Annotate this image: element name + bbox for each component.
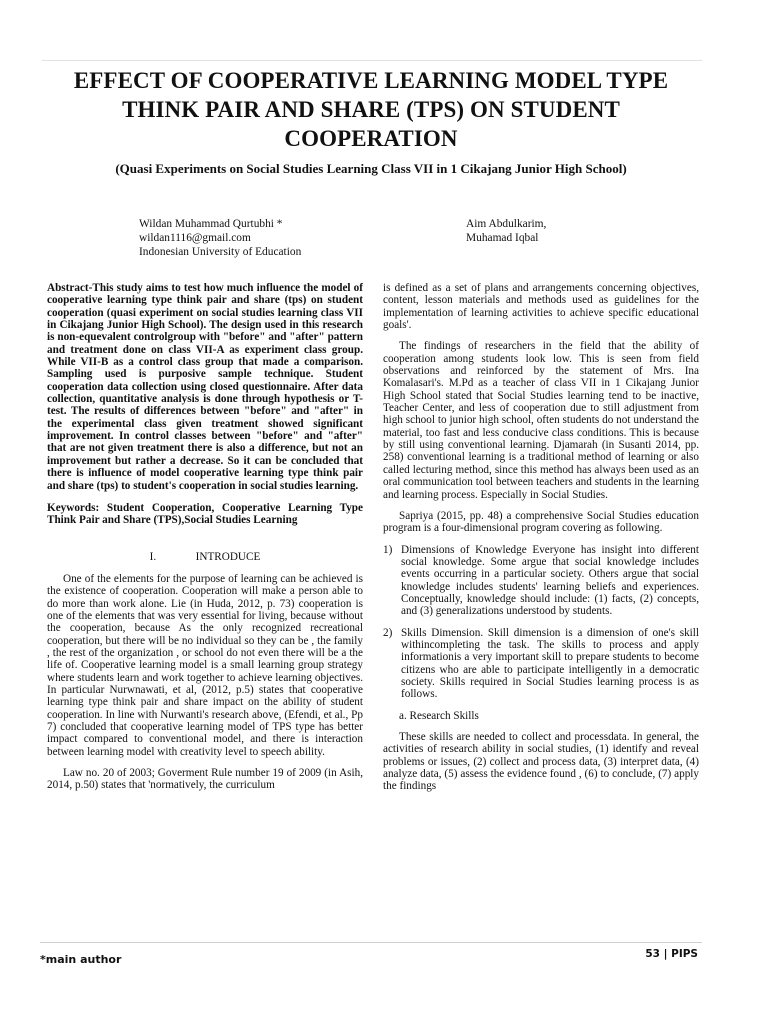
body-paragraph-continued: is defined as a set of plans and arrangements concerning objectives, content, lesson materials and methods used as guidelines for the implementation of learning activities to achieve specific educational goals'. xyxy=(383,282,699,332)
body-paragraph-sapriya: Sapriya (2015, pp. 48) a comprehensive Social Studies education program is a four-dimensional program covering as following. xyxy=(383,509,699,535)
list-item-number: 1) xyxy=(383,543,393,556)
subheading-research-skills: a. Research Skills xyxy=(399,709,479,722)
keywords: Keywords: Student Cooperation, Cooperative Learning Type Think Pair and Share (TPS),Social Studies Learning xyxy=(47,501,363,527)
coauthor-block xyxy=(466,217,546,245)
author-name: Wildan Muhammad Qurtubhi * xyxy=(139,218,283,230)
coauthor-name-1: Aim Abdulkarim, xyxy=(466,218,547,230)
list-item xyxy=(383,544,699,618)
primary-author-block xyxy=(139,217,301,259)
coauthor-name-2: Muhamad Iqbal xyxy=(466,232,539,244)
intro-paragraph-2: Law no. 20 of 2003; Goverment Rule number 19 of 2009 (in Asih, 2014, p.50) states that 'normatively, the curriculum xyxy=(47,767,363,792)
right-column xyxy=(383,282,699,793)
header-rule xyxy=(42,60,702,61)
body-paragraph-research-skills: These skills are needed to collect and processdata. In general, the activities of research ability in social studies, (1) identify and reveal problems or issues, (2) collect and process data, (3) interpret data, (4) analyze data, (5) assess the evidence found , (6) to conclude, (7) apply the findings xyxy=(383,731,699,793)
author-affiliation: Indonesian University of Education xyxy=(139,246,302,258)
list-item-text: Dimensions of Knowledge Everyone has insight into different social knowledge. Some argue that social knowledge includes events occurring in a particular society. Others argue that social knowledge includes students' learning beliefs and experiences. Conceptually, knowledge should include: (1) facts, (2) concepts, and (3) generalizations understood by students. xyxy=(401,543,699,618)
footer-note: *main author xyxy=(40,953,122,966)
intro-paragraph-1: One of the elements for the purpose of learning can be achieved is the existence of cooperation. Cooperation will make a person able to do more than work alone. Lie (in Huda, 2012, p. 73) cooperation is one of the elements that was very essential for living, because without the cooperation, because As the only recognized recreational cooperation, but there will be no individual so they can be , the family , the rest of the organization , or school do not even there will be a the life of. Cooperative learning model is a small learning group strategy where students learn and work together to achieve learning objectives. In particular Nurwnawati, et al, (2012, p.5) states that cooperative learning type think pair and share impact on the ability of student cooperation. In line with Nurwanti's research above, (Efendi, et al., Pp 7) concluded that cooperative learning model of TPS type has better impact compared to conventional model, and there is interaction between learning model with creativity level to speech ability. xyxy=(47,572,363,758)
section-title: INTRODUCE xyxy=(195,550,261,563)
section-heading xyxy=(47,551,363,563)
list-item-number: 2) xyxy=(383,626,393,639)
page-number: 53 | PIPS xyxy=(645,948,698,960)
abstract: Abstract-This study aims to test how much influence the model of cooperative learning type think pair and share (tps) on student cooperation (quasi experiment on social studies learning class VII in Cikajang Junior High School). The design used in this research is non-equevalent controlgroup with "before" and "after" pattern and treatment done on class VII-A as experiment class group. While VII-B as a control class group that made a comparison. Sampling used is purposive sample technique. Student cooperation data collection using closed questionnaire. After data collection, quantitative analysis is done through hypothesis or T-test. The results of differences between "before" and "after" in the experimental class given treatment showed significant improvement. In control classes between "before" and "after" that are not given treatment there is also a difference, but not an improvement but rather a decrease. So it can be concluded that there is influence of model cooperative learning type think pair and share (tps) to student's cooperation in social studies learning. xyxy=(47,282,363,492)
paper-subtitle: (Quasi Experiments on Social Studies Learning Class VII in 1 Cikajang Junior High School) xyxy=(115,161,627,176)
body-paragraph-findings: The findings of researchers in the field that the ability of cooperation among students look low. This is seen from field observations and reinforced by the statement of Mrs. Ina Komalasari's. M.Pd as a teacher of class VII in 1 Cikajang Junior High School stated that Social Studies learning tend to be inactive, Teacher Center, and less of cooperation due to still adjustment from high school to junior high school, often students do not understand the material, too fast and less conducive class conditions. This is because by still using conventional learning. Djamarah (in Susanti 2014, pp. 258) conventional learning is a traditional method of learning or also called lecturing method, since this method has always been used as an oral communication tool between teachers and students in the learning and learning process. Especially in Social Studies. xyxy=(383,340,699,501)
left-column xyxy=(47,282,363,792)
list-item-text: Skills Dimension. Skill dimension is a dimension of one's skill withincompleting the task. The skills to process and apply informationis a very important skill to prepare students to become citizens who are able to participate intelligently in a democratic society. Skills required in Social Studies learning process is as follows. xyxy=(401,626,699,701)
section-number: I. xyxy=(149,550,157,563)
paper-title: EFFECT OF COOPERATIVE LEARNING MODEL TYPE THINK PAIR AND SHARE (TPS) ON STUDENT COOPERATION xyxy=(73,68,669,151)
list-item xyxy=(383,627,699,701)
author-email: wildan1116@gmail.com xyxy=(139,232,251,244)
footer-rule xyxy=(40,942,702,943)
